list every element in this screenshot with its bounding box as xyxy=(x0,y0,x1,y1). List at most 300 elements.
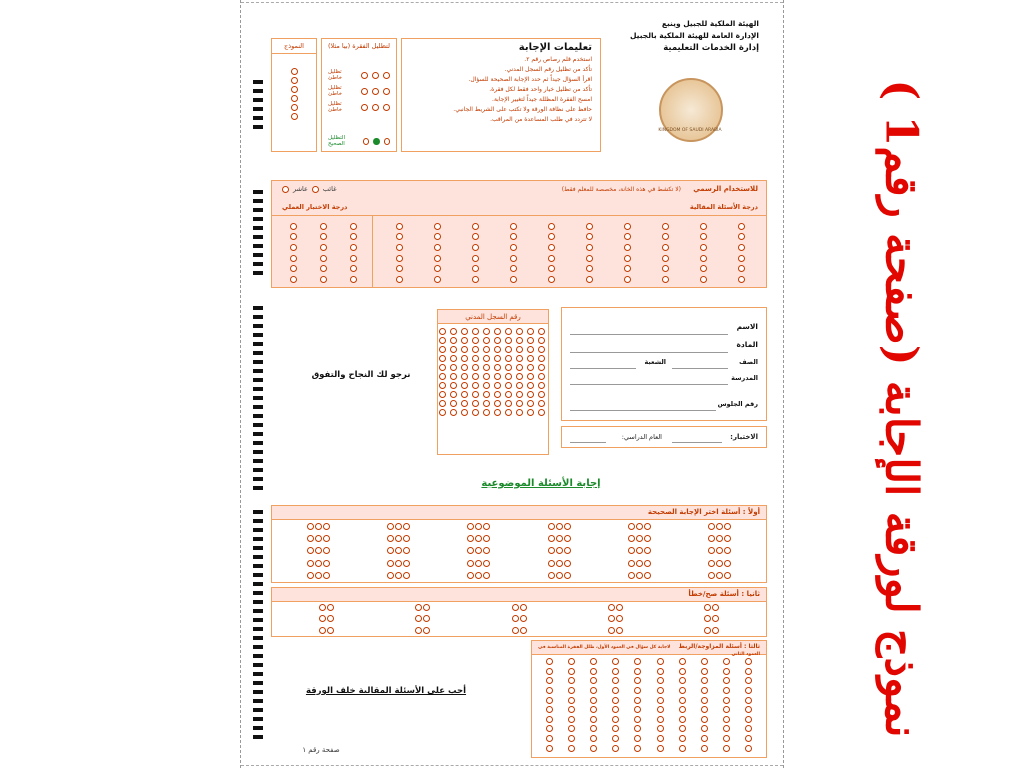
answer-bubble[interactable] xyxy=(319,615,326,622)
answer-bubble[interactable] xyxy=(327,604,334,611)
answer-bubble[interactable] xyxy=(701,706,708,713)
answer-bubble[interactable] xyxy=(590,687,597,694)
answer-bubble[interactable] xyxy=(679,706,686,713)
civil-id-bubble[interactable] xyxy=(472,355,479,362)
answer-bubble[interactable] xyxy=(634,697,641,704)
answer-bubble[interactable] xyxy=(708,523,715,530)
civil-id-bubble[interactable] xyxy=(494,337,501,344)
answer-bubble[interactable] xyxy=(657,687,664,694)
answer-bubble[interactable] xyxy=(590,735,597,742)
answer-bubble[interactable] xyxy=(568,687,575,694)
answer-bubble[interactable] xyxy=(628,560,635,567)
answer-bubble[interactable] xyxy=(701,725,708,732)
answer-bubble[interactable] xyxy=(520,604,527,611)
civil-id-bubble[interactable] xyxy=(461,337,468,344)
answer-bubble[interactable] xyxy=(634,706,641,713)
answer-bubble[interactable] xyxy=(568,735,575,742)
answer-bubble[interactable] xyxy=(315,547,322,554)
answer-bubble[interactable] xyxy=(624,244,631,251)
answer-bubble[interactable] xyxy=(323,547,330,554)
answer-bubble[interactable] xyxy=(568,668,575,675)
civil-id-bubble[interactable] xyxy=(450,373,457,380)
civil-id-bubble[interactable] xyxy=(538,391,545,398)
answer-bubble[interactable] xyxy=(738,223,745,230)
civil-id-bubble[interactable] xyxy=(483,337,490,344)
answer-bubble[interactable] xyxy=(628,535,635,542)
answer-bubble[interactable] xyxy=(745,716,752,723)
answer-bubble[interactable] xyxy=(716,547,723,554)
answer-bubble[interactable] xyxy=(657,735,664,742)
answer-bubble[interactable] xyxy=(745,687,752,694)
answer-bubble[interactable] xyxy=(483,572,490,579)
answer-bubble[interactable] xyxy=(700,265,707,272)
answer-bubble[interactable] xyxy=(512,604,519,611)
present-bubble[interactable] xyxy=(282,186,289,193)
answer-bubble[interactable] xyxy=(723,677,730,684)
answer-bubble[interactable] xyxy=(612,735,619,742)
answer-bubble[interactable] xyxy=(564,523,571,530)
civil-id-bubble[interactable] xyxy=(439,328,446,335)
answer-bubble[interactable] xyxy=(679,716,686,723)
answer-bubble[interactable] xyxy=(723,706,730,713)
answer-bubble[interactable] xyxy=(701,735,708,742)
answer-bubble[interactable] xyxy=(679,725,686,732)
answer-bubble[interactable] xyxy=(320,244,327,251)
answer-bubble[interactable] xyxy=(586,265,593,272)
answer-bubble[interactable] xyxy=(510,233,517,240)
answer-bubble[interactable] xyxy=(657,745,664,752)
answer-bubble[interactable] xyxy=(564,535,571,542)
answer-bubble[interactable] xyxy=(745,677,752,684)
answer-bubble[interactable] xyxy=(586,244,593,251)
answer-bubble[interactable] xyxy=(307,572,314,579)
answer-bubble[interactable] xyxy=(657,658,664,665)
answer-bubble[interactable] xyxy=(556,547,563,554)
model-option-bubble[interactable] xyxy=(291,86,298,93)
answer-bubble[interactable] xyxy=(434,244,441,251)
answer-bubble[interactable] xyxy=(434,276,441,283)
section-field[interactable] xyxy=(570,368,636,369)
answer-bubble[interactable] xyxy=(612,668,619,675)
civil-id-bubble[interactable] xyxy=(494,364,501,371)
answer-bubble[interactable] xyxy=(403,560,410,567)
answer-bubble[interactable] xyxy=(472,223,479,230)
answer-bubble[interactable] xyxy=(624,276,631,283)
answer-bubble[interactable] xyxy=(708,560,715,567)
civil-id-bubble[interactable] xyxy=(450,355,457,362)
answer-bubble[interactable] xyxy=(708,547,715,554)
answer-bubble[interactable] xyxy=(628,547,635,554)
answer-bubble[interactable] xyxy=(415,627,422,634)
school-field[interactable] xyxy=(570,384,728,385)
answer-bubble[interactable] xyxy=(612,697,619,704)
answer-bubble[interactable] xyxy=(624,223,631,230)
answer-bubble[interactable] xyxy=(510,265,517,272)
answer-bubble[interactable] xyxy=(564,560,571,567)
civil-id-bubble[interactable] xyxy=(538,337,545,344)
answer-bubble[interactable] xyxy=(679,668,686,675)
answer-bubble[interactable] xyxy=(634,658,641,665)
civil-id-bubble[interactable] xyxy=(494,400,501,407)
civil-id-bubble[interactable] xyxy=(450,391,457,398)
answer-bubble[interactable] xyxy=(662,276,669,283)
answer-bubble[interactable] xyxy=(396,265,403,272)
civil-id-bubble[interactable] xyxy=(538,364,545,371)
civil-id-bubble[interactable] xyxy=(472,337,479,344)
civil-id-bubble[interactable] xyxy=(450,346,457,353)
answer-bubble[interactable] xyxy=(745,706,752,713)
answer-bubble[interactable] xyxy=(472,255,479,262)
absent-bubble[interactable] xyxy=(312,186,319,193)
answer-bubble[interactable] xyxy=(612,706,619,713)
answer-bubble[interactable] xyxy=(634,677,641,684)
answer-bubble[interactable] xyxy=(723,697,730,704)
answer-bubble[interactable] xyxy=(590,706,597,713)
answer-bubble[interactable] xyxy=(634,716,641,723)
answer-bubble[interactable] xyxy=(568,745,575,752)
answer-bubble[interactable] xyxy=(546,745,553,752)
answer-bubble[interactable] xyxy=(564,547,571,554)
answer-bubble[interactable] xyxy=(745,658,752,665)
answer-bubble[interactable] xyxy=(290,233,297,240)
civil-id-bubble[interactable] xyxy=(439,364,446,371)
answer-bubble[interactable] xyxy=(548,560,555,567)
answer-bubble[interactable] xyxy=(724,560,731,567)
answer-bubble[interactable] xyxy=(548,523,555,530)
answer-bubble[interactable] xyxy=(704,604,711,611)
civil-id-bubble[interactable] xyxy=(516,409,523,416)
civil-id-bubble[interactable] xyxy=(472,346,479,353)
answer-bubble[interactable] xyxy=(483,560,490,567)
civil-id-bubble[interactable] xyxy=(516,391,523,398)
answer-bubble[interactable] xyxy=(634,735,641,742)
answer-bubble[interactable] xyxy=(586,223,593,230)
civil-id-bubble[interactable] xyxy=(472,400,479,407)
answer-bubble[interactable] xyxy=(586,233,593,240)
civil-id-bubble[interactable] xyxy=(538,382,545,389)
civil-id-bubble[interactable] xyxy=(494,382,501,389)
answer-bubble[interactable] xyxy=(467,560,474,567)
answer-bubble[interactable] xyxy=(644,535,651,542)
civil-id-bubble[interactable] xyxy=(538,346,545,353)
answer-bubble[interactable] xyxy=(568,725,575,732)
answer-bubble[interactable] xyxy=(387,535,394,542)
civil-id-bubble[interactable] xyxy=(505,382,512,389)
answer-bubble[interactable] xyxy=(548,233,555,240)
answer-bubble[interactable] xyxy=(548,535,555,542)
answer-bubble[interactable] xyxy=(634,745,641,752)
answer-bubble[interactable] xyxy=(434,265,441,272)
answer-bubble[interactable] xyxy=(434,223,441,230)
answer-bubble[interactable] xyxy=(510,223,517,230)
answer-bubble[interactable] xyxy=(644,523,651,530)
civil-id-bubble[interactable] xyxy=(439,346,446,353)
answer-bubble[interactable] xyxy=(679,677,686,684)
civil-id-bubble[interactable] xyxy=(516,373,523,380)
civil-id-bubble[interactable] xyxy=(439,391,446,398)
answer-bubble[interactable] xyxy=(568,716,575,723)
answer-bubble[interactable] xyxy=(395,535,402,542)
answer-bubble[interactable] xyxy=(657,716,664,723)
answer-bubble[interactable] xyxy=(510,276,517,283)
civil-id-bubble[interactable] xyxy=(439,373,446,380)
civil-id-bubble[interactable] xyxy=(505,400,512,407)
answer-bubble[interactable] xyxy=(662,223,669,230)
answer-bubble[interactable] xyxy=(624,233,631,240)
civil-id-bubble[interactable] xyxy=(527,409,534,416)
answer-bubble[interactable] xyxy=(644,547,651,554)
answer-bubble[interactable] xyxy=(472,244,479,251)
answer-bubble[interactable] xyxy=(434,255,441,262)
answer-bubble[interactable] xyxy=(415,615,422,622)
answer-bubble[interactable] xyxy=(319,604,326,611)
answer-bubble[interactable] xyxy=(745,697,752,704)
civil-id-bubble[interactable] xyxy=(461,391,468,398)
seat-field[interactable] xyxy=(570,410,716,411)
answer-bubble[interactable] xyxy=(634,687,641,694)
civil-id-bubble[interactable] xyxy=(527,373,534,380)
civil-id-bubble[interactable] xyxy=(439,337,446,344)
answer-bubble[interactable] xyxy=(636,547,643,554)
answer-bubble[interactable] xyxy=(716,572,723,579)
answer-bubble[interactable] xyxy=(546,735,553,742)
civil-id-bubble[interactable] xyxy=(527,364,534,371)
answer-bubble[interactable] xyxy=(320,255,327,262)
answer-bubble[interactable] xyxy=(546,668,553,675)
civil-id-bubble[interactable] xyxy=(472,382,479,389)
answer-bubble[interactable] xyxy=(320,276,327,283)
answer-bubble[interactable] xyxy=(712,604,719,611)
answer-bubble[interactable] xyxy=(423,615,430,622)
year-field[interactable] xyxy=(570,442,606,443)
answer-bubble[interactable] xyxy=(586,255,593,262)
answer-bubble[interactable] xyxy=(475,523,482,530)
answer-bubble[interactable] xyxy=(624,265,631,272)
answer-bubble[interactable] xyxy=(628,572,635,579)
answer-bubble[interactable] xyxy=(327,615,334,622)
answer-bubble[interactable] xyxy=(520,615,527,622)
answer-bubble[interactable] xyxy=(307,535,314,542)
answer-bubble[interactable] xyxy=(403,572,410,579)
answer-bubble[interactable] xyxy=(548,255,555,262)
answer-bubble[interactable] xyxy=(512,615,519,622)
civil-id-bubble[interactable] xyxy=(494,391,501,398)
answer-bubble[interactable] xyxy=(396,223,403,230)
answer-bubble[interactable] xyxy=(315,560,322,567)
answer-bubble[interactable] xyxy=(320,223,327,230)
answer-bubble[interactable] xyxy=(423,627,430,634)
answer-bubble[interactable] xyxy=(472,276,479,283)
answer-bubble[interactable] xyxy=(483,523,490,530)
civil-id-bubble[interactable] xyxy=(483,346,490,353)
answer-bubble[interactable] xyxy=(662,244,669,251)
answer-bubble[interactable] xyxy=(568,677,575,684)
answer-bubble[interactable] xyxy=(644,560,651,567)
answer-bubble[interactable] xyxy=(700,255,707,262)
answer-bubble[interactable] xyxy=(723,687,730,694)
civil-id-bubble[interactable] xyxy=(538,355,545,362)
answer-bubble[interactable] xyxy=(546,716,553,723)
answer-bubble[interactable] xyxy=(350,233,357,240)
civil-id-bubble[interactable] xyxy=(527,382,534,389)
answer-bubble[interactable] xyxy=(679,658,686,665)
answer-bubble[interactable] xyxy=(387,560,394,567)
answer-bubble[interactable] xyxy=(467,535,474,542)
answer-bubble[interactable] xyxy=(315,523,322,530)
answer-bubble[interactable] xyxy=(628,523,635,530)
model-option-bubble[interactable] xyxy=(291,113,298,120)
answer-bubble[interactable] xyxy=(395,523,402,530)
civil-id-bubble[interactable] xyxy=(505,346,512,353)
answer-bubble[interactable] xyxy=(612,658,619,665)
civil-id-bubble[interactable] xyxy=(450,364,457,371)
answer-bubble[interactable] xyxy=(467,523,474,530)
civil-id-bubble[interactable] xyxy=(461,346,468,353)
answer-bubble[interactable] xyxy=(350,223,357,230)
answer-bubble[interactable] xyxy=(716,523,723,530)
civil-id-bubble[interactable] xyxy=(516,364,523,371)
answer-bubble[interactable] xyxy=(636,523,643,530)
answer-bubble[interactable] xyxy=(644,572,651,579)
answer-bubble[interactable] xyxy=(320,233,327,240)
civil-id-bubble[interactable] xyxy=(527,328,534,335)
answer-bubble[interactable] xyxy=(679,745,686,752)
answer-bubble[interactable] xyxy=(548,276,555,283)
civil-id-bubble[interactable] xyxy=(538,409,545,416)
civil-id-bubble[interactable] xyxy=(527,346,534,353)
answer-bubble[interactable] xyxy=(423,604,430,611)
answer-bubble[interactable] xyxy=(564,572,571,579)
civil-id-bubble[interactable] xyxy=(472,409,479,416)
model-option-bubble[interactable] xyxy=(291,104,298,111)
answer-bubble[interactable] xyxy=(568,697,575,704)
answer-bubble[interactable] xyxy=(590,745,597,752)
answer-bubble[interactable] xyxy=(568,658,575,665)
answer-bubble[interactable] xyxy=(608,627,615,634)
grade-field[interactable] xyxy=(672,368,728,369)
answer-bubble[interactable] xyxy=(738,255,745,262)
answer-bubble[interactable] xyxy=(396,276,403,283)
answer-bubble[interactable] xyxy=(475,535,482,542)
answer-bubble[interactable] xyxy=(350,244,357,251)
civil-id-bubble[interactable] xyxy=(450,328,457,335)
civil-id-bubble[interactable] xyxy=(472,391,479,398)
answer-bubble[interactable] xyxy=(586,276,593,283)
civil-id-bubble[interactable] xyxy=(472,373,479,380)
civil-id-bubble[interactable] xyxy=(483,400,490,407)
civil-id-bubble[interactable] xyxy=(472,328,479,335)
answer-bubble[interactable] xyxy=(608,615,615,622)
civil-id-bubble[interactable] xyxy=(516,337,523,344)
answer-bubble[interactable] xyxy=(307,560,314,567)
answer-bubble[interactable] xyxy=(612,716,619,723)
answer-bubble[interactable] xyxy=(307,523,314,530)
subject-field[interactable] xyxy=(570,352,728,353)
civil-id-bubble[interactable] xyxy=(450,382,457,389)
answer-bubble[interactable] xyxy=(546,677,553,684)
answer-bubble[interactable] xyxy=(415,604,422,611)
answer-bubble[interactable] xyxy=(704,615,711,622)
civil-id-bubble[interactable] xyxy=(483,355,490,362)
answer-bubble[interactable] xyxy=(434,233,441,240)
civil-id-bubble[interactable] xyxy=(505,409,512,416)
answer-bubble[interactable] xyxy=(636,560,643,567)
model-option-bubble[interactable] xyxy=(291,68,298,75)
civil-id-bubble[interactable] xyxy=(461,400,468,407)
answer-bubble[interactable] xyxy=(387,572,394,579)
answer-bubble[interactable] xyxy=(724,547,731,554)
answer-bubble[interactable] xyxy=(636,535,643,542)
answer-bubble[interactable] xyxy=(403,535,410,542)
answer-bubble[interactable] xyxy=(590,677,597,684)
answer-bubble[interactable] xyxy=(290,255,297,262)
answer-bubble[interactable] xyxy=(745,735,752,742)
answer-bubble[interactable] xyxy=(475,572,482,579)
answer-bubble[interactable] xyxy=(724,523,731,530)
answer-bubble[interactable] xyxy=(556,572,563,579)
civil-id-bubble[interactable] xyxy=(439,355,446,362)
civil-id-bubble[interactable] xyxy=(483,391,490,398)
civil-id-bubble[interactable] xyxy=(527,400,534,407)
answer-bubble[interactable] xyxy=(701,716,708,723)
answer-bubble[interactable] xyxy=(612,745,619,752)
answer-bubble[interactable] xyxy=(350,265,357,272)
answer-bubble[interactable] xyxy=(701,687,708,694)
answer-bubble[interactable] xyxy=(323,523,330,530)
civil-id-bubble[interactable] xyxy=(516,382,523,389)
civil-id-bubble[interactable] xyxy=(505,328,512,335)
civil-id-bubble[interactable] xyxy=(450,337,457,344)
civil-id-bubble[interactable] xyxy=(483,373,490,380)
answer-bubble[interactable] xyxy=(546,658,553,665)
answer-bubble[interactable] xyxy=(662,255,669,262)
answer-bubble[interactable] xyxy=(472,265,479,272)
answer-bubble[interactable] xyxy=(556,523,563,530)
civil-id-bubble[interactable] xyxy=(516,346,523,353)
answer-bubble[interactable] xyxy=(475,560,482,567)
answer-bubble[interactable] xyxy=(634,725,641,732)
civil-id-bubble[interactable] xyxy=(538,400,545,407)
answer-bubble[interactable] xyxy=(662,265,669,272)
answer-bubble[interactable] xyxy=(467,547,474,554)
answer-bubble[interactable] xyxy=(636,572,643,579)
answer-bubble[interactable] xyxy=(320,265,327,272)
answer-bubble[interactable] xyxy=(510,255,517,262)
civil-id-bubble[interactable] xyxy=(516,400,523,407)
answer-bubble[interactable] xyxy=(396,255,403,262)
answer-bubble[interactable] xyxy=(612,725,619,732)
answer-bubble[interactable] xyxy=(679,697,686,704)
civil-id-bubble[interactable] xyxy=(538,328,545,335)
civil-id-bubble[interactable] xyxy=(483,328,490,335)
answer-bubble[interactable] xyxy=(657,706,664,713)
answer-bubble[interactable] xyxy=(724,572,731,579)
answer-bubble[interactable] xyxy=(723,745,730,752)
answer-bubble[interactable] xyxy=(548,265,555,272)
civil-id-bubble[interactable] xyxy=(505,337,512,344)
answer-bubble[interactable] xyxy=(350,255,357,262)
answer-bubble[interactable] xyxy=(745,745,752,752)
civil-id-bubble[interactable] xyxy=(494,409,501,416)
civil-id-bubble[interactable] xyxy=(461,382,468,389)
answer-bubble[interactable] xyxy=(700,223,707,230)
answer-bubble[interactable] xyxy=(700,244,707,251)
answer-bubble[interactable] xyxy=(546,687,553,694)
civil-id-bubble[interactable] xyxy=(461,364,468,371)
civil-id-bubble[interactable] xyxy=(494,328,501,335)
answer-bubble[interactable] xyxy=(738,244,745,251)
answer-bubble[interactable] xyxy=(700,233,707,240)
